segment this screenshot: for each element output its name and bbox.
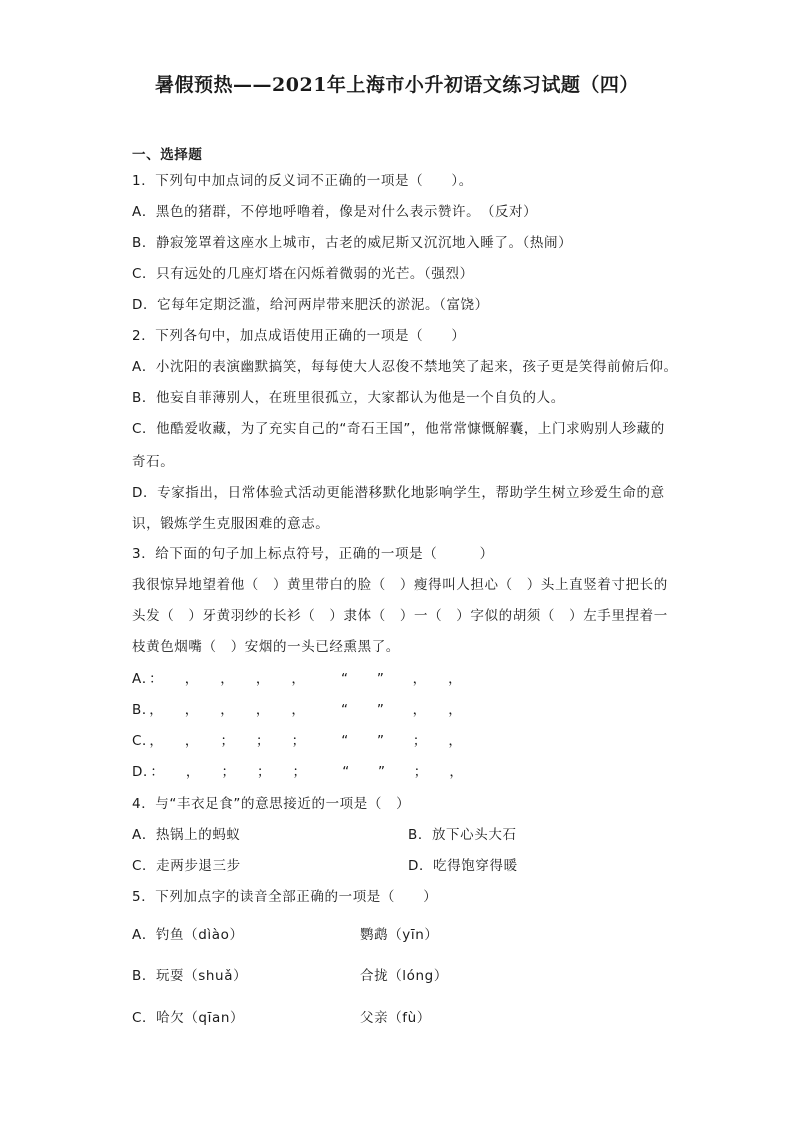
q5-option-b-word-2: 合拢（lóng）	[360, 968, 448, 984]
q5-option-b-word-1: B．玩耍（shuǎ）	[132, 968, 248, 984]
q4-option-b: B．放下心头大石	[408, 827, 517, 843]
q1-stem: 1．下列句中加点词的反义词不正确的一项是（ ）。	[132, 173, 473, 189]
q3-option-d: D．： ， ； ； ； “ ” ； ，	[132, 764, 464, 780]
q4-stem: 4．与“丰衣足食”的意思接近的一项是（ ）	[132, 796, 411, 812]
q3-stem: 3．给下面的句子加上标点符号，正确的一项是（ ）	[132, 546, 494, 562]
q2-option-b: B．他妄自菲薄别人，在班里很孤立，大家都认为他是一个自负的人。	[132, 390, 565, 406]
q3-option-c: C．， ， ； ； ； “ ” ； ，	[132, 733, 463, 749]
q2-option-d: D．专家指出，日常体验式活动更能潜移默化地影响学生，帮助学生树立珍爱生命的意	[132, 485, 665, 501]
q4-option-a: A．热锅上的蚂蚁	[132, 827, 241, 843]
q3-option-b: B．， ， ， ， ， “ ” ， ，	[132, 702, 463, 718]
q2-option-a: A．小沈阳的表演幽默搞笑，每每使大人忍俊不禁地笑了起来，孩子更是笑得前俯后仰。	[132, 359, 678, 375]
q5-option-a-word-1: A．钓鱼（dìào）	[132, 927, 244, 943]
q2-option-c-cont: 奇石。	[132, 454, 175, 470]
q1-option-c: C．只有远处的几座灯塔在闪烁着微弱的光芒。（强烈）	[132, 266, 474, 282]
q5-option-c-word-2: 父亲（fù）	[360, 1010, 431, 1026]
q5-stem: 5．下列加点字的读音全部正确的一项是（ ）	[132, 889, 438, 905]
q1-option-b: B．静寂笼罩着这座水上城市，古老的威尼斯又沉沉地入睡了。（热闹）	[132, 235, 573, 251]
q3-sentence-line-3: 枝黄色烟嘴（ ）安烟的一头已经熏黑了。	[132, 639, 400, 655]
q3-sentence-line-1: 我很惊异地望着他（ ）黄里带白的脸（ ）瘦得叫人担心（ ）头上直竖着寸把长的	[132, 577, 668, 593]
q3-sentence-line-2: 头发（ ）牙黄羽纱的长衫（ ）隶体（ ）一（ ）字似的胡须（ ）左手里捏着一	[132, 608, 668, 624]
q2-stem: 2．下列各句中，加点成语使用正确的一项是（ ）	[132, 328, 466, 344]
q5-option-c-word-1: C．哈欠（qīan）	[132, 1010, 245, 1026]
q4-option-d: D．吃得饱穿得暖	[408, 858, 518, 874]
document-title: 暑假预热——2021年上海市小升初语文练习试题（四）	[155, 74, 639, 96]
q1-option-d: D．它每年定期泛滥，给河两岸带来肥沃的淤泥。（富饶）	[132, 297, 489, 313]
q2-option-d-cont: 识，锻炼学生克服困难的意志。	[132, 516, 330, 532]
section-heading: 一、选择题	[132, 147, 203, 163]
q4-option-c: C．走两步退三步	[132, 858, 241, 874]
q2-option-c: C．他酷爱收藏，为了充实自己的“奇石王国”，他常常慷慨解囊，上门求购别人珍藏的	[132, 421, 665, 437]
q1-option-a: A．黑色的猪群，不停地呼噜着，像是对什么表示赞许。 （反对）	[132, 204, 538, 220]
q5-option-a-word-2: 鹦鹉（yīn）	[360, 927, 439, 943]
q3-option-a: A．： ， ， ， ， “ ” ， ，	[132, 671, 463, 687]
